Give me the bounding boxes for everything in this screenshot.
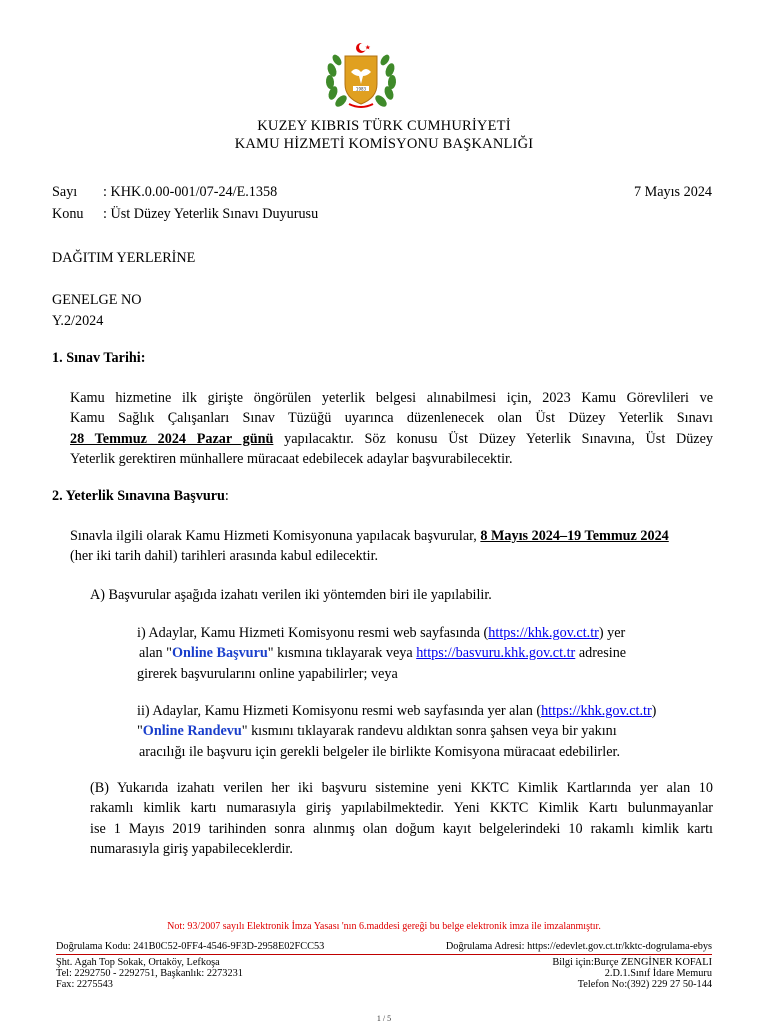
method-ii-text-3: "	[137, 723, 143, 740]
footer-divider	[56, 954, 712, 955]
method-a-intro: A) Başvurular aşağıda izahatı verilen iki yöntemden biri ile yapılabilir.	[90, 587, 492, 603]
sayi-value: : KHK.0.00-001/07-24/E.1358	[103, 184, 278, 200]
contact-person: Bilgi için:Burçe ZENGİNER KOFALI	[552, 957, 712, 968]
verification-code: Doğrulama Kodu: 241B0C52-0FF4-4546-9F3D-2958E02FCC53	[56, 941, 325, 952]
method-b	[90, 778, 713, 859]
method-i	[137, 623, 707, 684]
method-b-line-4: numarasıyla giriş yapabileceklerdir.	[90, 840, 293, 857]
s2-p1-line-1	[70, 526, 730, 546]
section-2-title	[52, 488, 229, 505]
section-2-intro	[70, 526, 730, 567]
basvuru-website-link[interactable]: https://basvuru.khk.gov.ct.tr	[416, 645, 576, 662]
document-date: 7 Mayıs 2024	[633, 184, 712, 200]
konu-value: : Üst Düzey Yeterlik Sınavı Duyurusu	[103, 206, 319, 222]
header-line-1: KUZEY KIBRIS TÜRK CUMHURİYETİ	[257, 118, 511, 134]
circular-number: Y.2/2024	[52, 313, 104, 329]
s1-line-2: Kamu Sağlık Çalışanları Sınav Tüzüğü uyarınca düzenlenecek olan Üst Düzey Yeterlik Sınavı	[70, 410, 713, 427]
page-number: 1 / 5	[376, 1014, 392, 1023]
method-i-line-1	[137, 623, 707, 643]
section-1-paragraph	[70, 388, 713, 469]
verification-address: Doğrulama Adresi: https://edevlet.gov.ct.tr/kktc-dogrulama-ebys	[445, 941, 712, 952]
section-2-title-colon: :	[224, 488, 229, 504]
method-b-line-3: ise 1 Mayıs 2019 tarihinden sonra alınmış olan doğum kayıt belgelerindeki 10 rakamlı kimlik kartı	[90, 820, 713, 837]
method-ii-line-2	[137, 721, 717, 741]
state-emblem-icon	[323, 40, 399, 110]
contact-title: 2.D.1.Sınıf İdare Memuru	[604, 968, 712, 979]
method-ii-text-4: " kısmını tıklayarak randevu aldıktan sonra şahsen veya bir yakını	[241, 723, 617, 740]
online-randevu-label: Online Randevu	[142, 723, 242, 740]
sayi-label: Sayı	[52, 184, 78, 200]
method-ii-line-1	[137, 701, 717, 721]
s2-p1-line-2: (her iki tarih dahil) tarihleri arasında kabul edilecektir.	[70, 548, 379, 565]
method-i-text-3: alan "	[139, 645, 172, 662]
method-ii-text-1: ii) Adaylar, Kamu Hizmeti Komisyonu resmi web sayfasında yer alan (	[137, 703, 542, 719]
section-1-title: 1. Sınav Tarihi:	[52, 350, 146, 366]
khk-website-link[interactable]: https://khk.gov.ct.tr	[488, 625, 599, 641]
method-i-line-2	[137, 643, 707, 663]
method-ii-text-2: )	[651, 703, 657, 719]
recipients: DAĞITIM YERLERİNE	[52, 250, 196, 266]
konu-label: Konu	[52, 206, 84, 222]
s2-p1-text: Sınavla ilgili olarak Kamu Hizmeti Komisyonuna yapılacak başvurular,	[70, 528, 481, 544]
header-line-2: KAMU HİZMETİ KOMİSYONU BAŞKANLIĞI	[234, 136, 534, 152]
s1-line-3-rest: yapılacaktır. Söz konusu Üst Düzey Yeterlik Sınavına, Üst Düzey	[273, 430, 713, 447]
fax: Fax: 2275543	[56, 979, 113, 990]
svg-text:1983: 1983	[355, 86, 367, 92]
method-i-text-5: adresine	[575, 645, 627, 662]
method-ii-line-3: aracılığı ile başvuru için gerekli belgeler ile birlikte Komisyona müracaat edebilirler.	[139, 743, 621, 760]
method-i-line-3: girerek başvurularını online yapabilirler; veya	[137, 665, 398, 682]
method-i-text-4: " kısmına tıklayarak veya	[267, 645, 417, 662]
method-b-line-2: rakamlı kimlik kartı numarasıyla giriş yapılabilmektedir. Yeni KKTC Kimlik Kartı bulunmayanlar	[90, 800, 713, 817]
section-2-title-bold: 2. Yeterlik Sınavına Başvuru	[52, 488, 225, 504]
s1-line-3	[70, 429, 713, 449]
exam-date: 28 Temmuz 2024 Pazar günü	[70, 430, 274, 447]
method-ii	[137, 701, 717, 762]
application-period: 8 Mayıs 2024–19 Temmuz 2024	[480, 528, 669, 544]
method-i-text-2: ) yer	[598, 625, 626, 641]
khk-website-link-2[interactable]: https://khk.gov.ct.tr	[541, 703, 652, 719]
contact-phone: Telefon No:(392) 229 27 50-144	[577, 979, 712, 990]
telephone: Tel: 2292750 - 2292751, Başkanlık: 2273231	[56, 968, 243, 979]
circular-label: GENELGE NO	[52, 292, 142, 308]
address: Şht. Agah Top Sokak, Ortaköy, Lefkoşa	[56, 957, 220, 968]
online-basvuru-label: Online Başvuru	[171, 645, 268, 662]
s1-line-1: Kamu hizmetine ilk girişte öngörülen yeterlik belgesi alınabilmesi için, 2023 Kamu Görevlileri ve	[70, 390, 713, 406]
s1-line-4: Yeterlik gerektiren münhallere müracaat edebilecek adaylar başvurabilecektir.	[70, 450, 513, 467]
method-i-text-1: i) Adaylar, Kamu Hizmeti Komisyonu resmi web sayfasında (	[137, 625, 489, 641]
e-signature-note: Not: 93/2007 sayılı Elektronik İmza Yasası 'nın 6.maddesi gereği bu belge elektronik imza ile imzalanmıştır.	[167, 921, 601, 932]
method-b-line-1: (B) Yukarıda izahatı verilen her iki başvuru sistemine yeni KKTC Kimlik Kartlarında yer alan 10	[90, 780, 713, 796]
